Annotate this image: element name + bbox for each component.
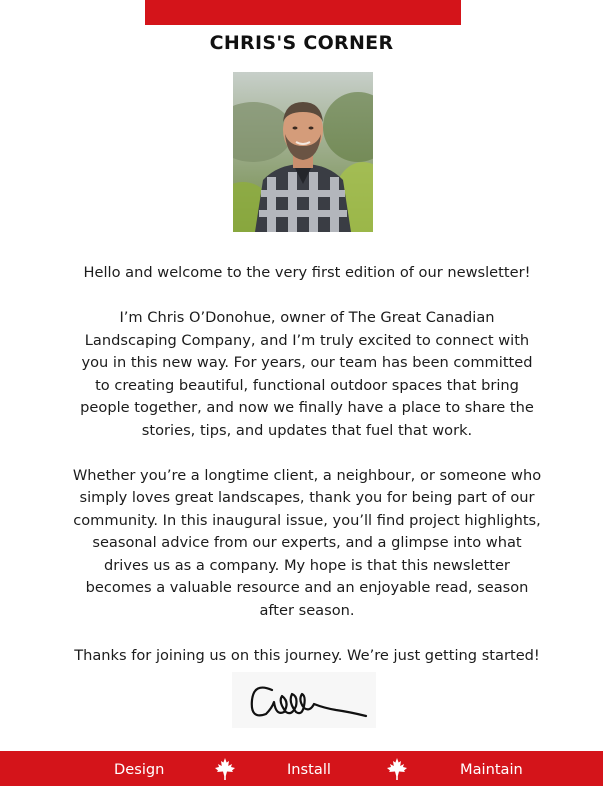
page-title: CHRIS'S CORNER xyxy=(209,32,394,54)
footer-bar xyxy=(0,751,603,786)
maple-leaf-icon xyxy=(385,757,409,781)
intro-paragraph: I’m Chris O’Donohue, owner of The Great Canadian Landscaping Company, and I’m truly excited to connect with you in this new way. For years, our team has been committed to creating beautiful, functional outdoor spaces that bring people together, and now we finally have a place to share the stories, tips, and updates that fuel that work. xyxy=(80,309,534,439)
top-accent-bar xyxy=(145,0,461,25)
maple-leaf-icon xyxy=(213,757,237,781)
community-paragraph: Whether you’re a longtime client, a neighbour, or someone who simply loves great landscapes, thank you for being part of our community. In this inaugural issue, you’ll find project highlights, seasonal advice from our experts, and a glimpse into what drives us as a company. My hope is that this newsletter becomes a valuable resource and an enjoyable read, season after season. xyxy=(72,466,542,619)
welcome-letter xyxy=(72,262,542,690)
footer-item-maintain: Maintain xyxy=(460,761,523,778)
handwritten-signature xyxy=(232,672,376,728)
greeting-paragraph: Hello and welcome to the very first edition of our newsletter! xyxy=(83,264,531,281)
footer-item-install: Install xyxy=(287,761,331,778)
closing-paragraph: Thanks for joining us on this journey. We’re just getting started! xyxy=(74,646,540,664)
footer-item-design: Design xyxy=(114,761,165,778)
portrait-photo xyxy=(233,72,373,232)
